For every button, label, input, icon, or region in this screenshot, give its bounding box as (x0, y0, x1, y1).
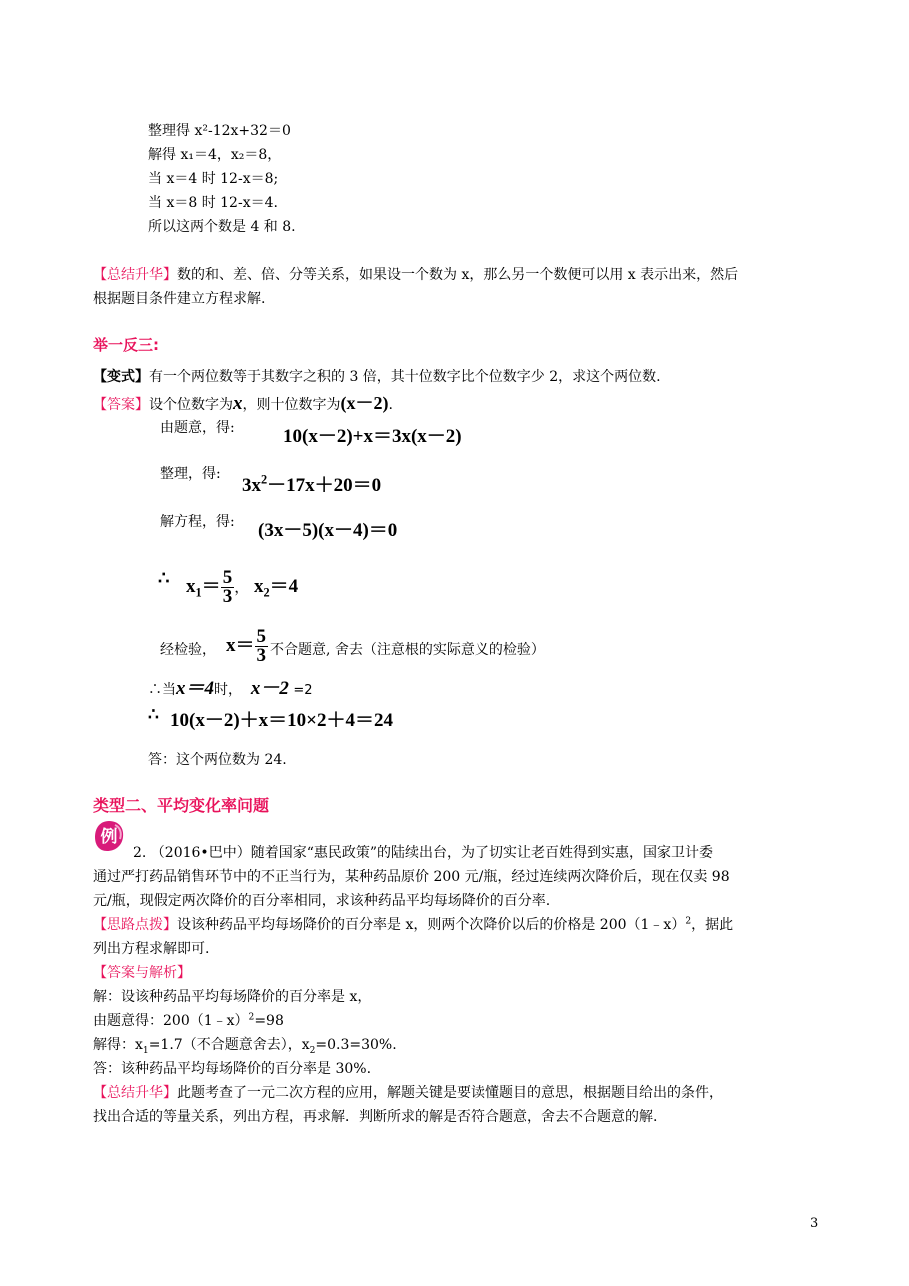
example-2-line-3: 元/瓶，现假定两次降价的百分率相同，求该种药品平均每场降价的百分率. (93, 893, 551, 909)
root-2-value: ＝4 (269, 575, 299, 597)
step-1-label: 由题意，得: (160, 420, 235, 436)
check-var: x＝ (226, 634, 255, 656)
hint-text-b: ，据此 (691, 917, 734, 933)
example-badge-icon (93, 819, 125, 853)
example-2-line-1: 2. （2016•巴中）随着国家“惠民政策”的陆续出台，为了切实让老百姓得到实惠，国家卫计委 (133, 845, 714, 861)
summary-2-line-2: 找出合适的等量关系，列出方程，再求解．判断所求的解是否符合题意，舍去不合题意的解. (93, 1109, 658, 1125)
check-fraction (255, 628, 269, 665)
root-2-sub: 2 (263, 585, 270, 600)
section-heading-type-2: 类型二、平均变化率问题 (93, 796, 270, 815)
solution-line-2: 解得 x₁＝4，x₂＝8， (148, 147, 282, 163)
root-2-var: x (253, 575, 264, 597)
check-note: 不合题意, 舍去（注意根的实际意义的检验） (270, 642, 545, 658)
hint-label: 【思路点拨】 (93, 917, 177, 933)
check-fraction-numerator: 5 (256, 626, 267, 647)
step-2-label: 整理，得: (160, 466, 221, 482)
hint-line-2: 列出方程求解即可. (93, 941, 210, 957)
analysis-line-3 (93, 1035, 397, 1055)
therefore-symbol-1: ∴ (158, 568, 170, 588)
when-equation: x＝4 (176, 678, 215, 699)
analysis-line-4: 答：该种药品平均每场降价的百分率是 30%. (93, 1061, 372, 1077)
answer-text-c: . (388, 397, 393, 413)
summary-1-label: 【总结升华】 (93, 267, 177, 283)
final-equation: 10(x－2)＋x＝10×2＋4＝24 (170, 710, 393, 731)
therefore-symbol-2: ∴ (148, 705, 159, 724)
answer-label: 【答案】 (93, 397, 149, 413)
solution-line-4: 当 x＝8 时 12-x＝4. (148, 195, 278, 211)
analysis-line-2-a: 由题意得：200（1﹣x） (93, 1013, 249, 1029)
hint-text-a: 设该种药品平均每场降价的百分率是 x，则两个次降价以后的价格是 200（1﹣x） (177, 917, 686, 933)
step-2-eq-b: －17x＋20＝0 (267, 475, 382, 496)
when-line (148, 677, 313, 703)
answer-expr: (x－2) (340, 393, 389, 413)
hint-sup: 2 (685, 916, 692, 927)
check-fraction-denominator: 3 (256, 645, 267, 666)
example-badge-char: 例 (100, 827, 118, 847)
root-1-var: x (186, 575, 196, 597)
when-text-a: ∴当 (148, 682, 176, 698)
root-1-fraction (221, 569, 235, 606)
fraction-numerator: 5 (222, 567, 233, 588)
summary-1-line-2: 根据题目条件建立方程求解. (93, 291, 266, 307)
analysis-line-3-b: =1.7（不合题意舍去），x (148, 1037, 310, 1053)
roots-line (186, 569, 298, 606)
check-equation (226, 628, 268, 665)
analysis-line-3-c: =0.3=30%. (315, 1037, 397, 1053)
fraction-denominator: 3 (222, 586, 233, 607)
summary-1-text-a: 数的和、差、倍、分等关系，如果设一个数为 x，那么另一个数便可以用 x 表示出来，然后 (177, 267, 739, 283)
answer-text-a: 设个位数字为 (149, 397, 233, 413)
step-3-equation: (3x－5)(x－4)＝0 (258, 520, 398, 541)
when-value: =2 (293, 683, 313, 698)
answer-var-x: x (233, 393, 243, 414)
summary-2-line-1 (93, 1083, 723, 1103)
analysis-line-1: 解：设该种药品平均每场降价的百分率是 x， (93, 989, 372, 1005)
analysis-label: 【答案与解析】 (93, 965, 191, 981)
step-2-eq-sup: 2 (261, 472, 268, 487)
variant-text: 有一个两位数等于其数字之积的 3 倍，其十位数字比个位数字少 2，求这个两位数. (149, 369, 661, 385)
step-3-label: 解方程，得: (160, 514, 235, 530)
solution-line-3: 当 x＝4 时 12-x＝8; (148, 171, 279, 187)
answer-text-b: ，则十位数字为 (242, 397, 341, 413)
section-heading-practice: 举一反三: (93, 336, 159, 354)
solution-line-1: 整理得 x²-12x+32＝0 (148, 123, 291, 139)
answer-line (93, 391, 393, 417)
example-2-line-2: 通过严打药品销售环节中的不正当行为，某种药品原价 200 元/瓶，经过连续两次降价后，现在仅卖 98 (93, 869, 730, 885)
variant-line (93, 367, 661, 387)
root-1-eq-sign: ＝ (201, 575, 221, 597)
analysis-line-3-sub-1: 1 (142, 1045, 149, 1056)
analysis-line-2-b: =98 (254, 1013, 284, 1029)
analysis-line-3-a: 解得：x (93, 1037, 143, 1053)
summary-1-line-1 (93, 265, 738, 285)
step-2-eq-a: 3x (242, 475, 261, 496)
analysis-line-2 (93, 1011, 284, 1031)
when-text-b: 时， (214, 682, 243, 698)
check-label: 经检验， (160, 642, 216, 658)
analysis-line-2-sup: 2 (248, 1012, 255, 1023)
page-number: 3 (810, 1216, 819, 1231)
roots-comma: ， (234, 579, 250, 596)
root-1-sub: 1 (195, 585, 202, 600)
analysis-line-3-sub-2: 2 (309, 1045, 316, 1056)
variant-label: 【变式】 (93, 369, 149, 385)
hint-line-1 (93, 915, 733, 935)
variant-answer-line: 答：这个两位数为 24. (148, 752, 287, 768)
summary-2-label: 【总结升华】 (93, 1085, 177, 1101)
summary-2-text-a: 此题考查了一元二次方程的应用，解题关键是要读懂题目的意思，根据题目给出的条件， (177, 1085, 723, 1101)
solution-line-5: 所以这两个数是 4 和 8. (148, 219, 296, 235)
when-expression: x－2 (250, 678, 289, 699)
step-1-equation: 10(x－2)+x＝3x(x－2) (283, 426, 462, 447)
step-2-equation (242, 474, 381, 498)
